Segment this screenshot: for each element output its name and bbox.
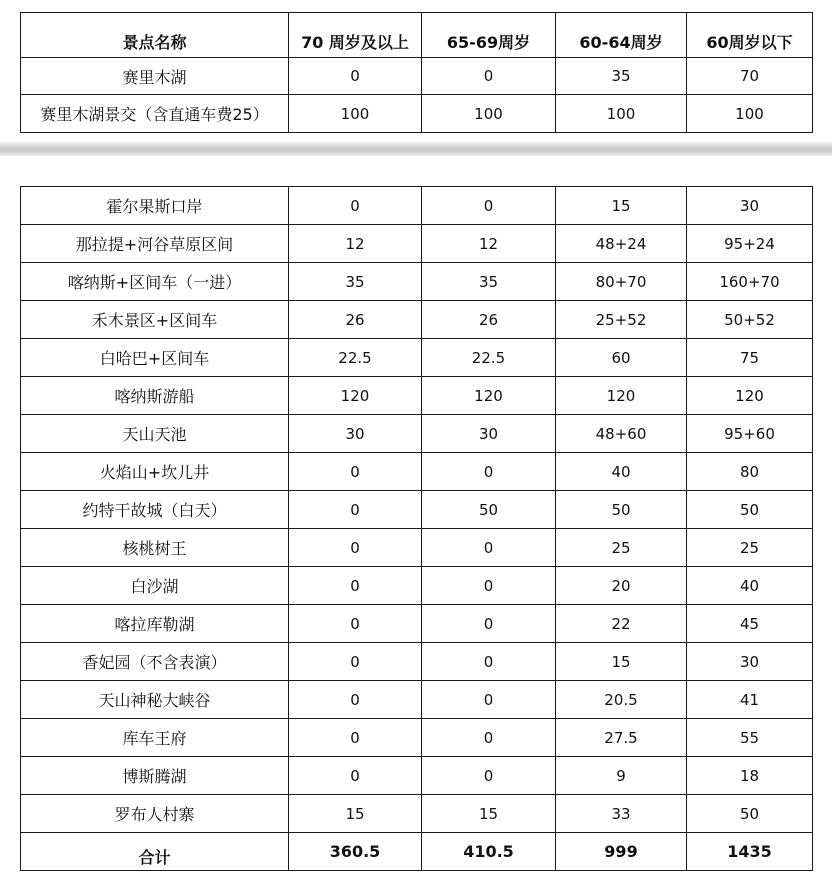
row-price-cell: 35 [289,263,422,301]
row-price-cell: 0 [422,529,556,567]
row-price-cell: 33 [556,795,687,833]
row-price-cell: 410.5 [422,833,556,871]
row-price-cell: 80+70 [556,263,687,301]
row-price-cell: 0 [289,719,422,757]
row-attraction-name: 喀拉库勒湖 [21,605,289,643]
table-row [21,681,813,719]
table-row [21,605,813,643]
row-attraction-name: 博斯腾湖 [21,757,289,795]
table-row [21,339,813,377]
header-row [21,13,813,58]
row-price-cell: 100 [422,95,556,133]
row-attraction-name: 火焰山+坎儿井 [21,453,289,491]
row-price-cell: 48+24 [556,225,687,263]
table-row [21,95,813,133]
row-price-cell: 25 [556,529,687,567]
row-price-cell: 30 [687,187,813,225]
row-attraction-name: 白沙湖 [21,567,289,605]
row-price-cell: 35 [556,58,687,95]
row-price-cell: 50 [687,795,813,833]
table-row [21,491,813,529]
row-price-cell: 0 [422,757,556,795]
row-price-cell: 9 [556,757,687,795]
table-row [21,757,813,795]
row-attraction-name: 合计 [21,833,289,871]
row-price-cell: 0 [289,643,422,681]
row-price-cell: 41 [687,681,813,719]
row-price-cell: 15 [289,795,422,833]
row-price-cell: 22.5 [422,339,556,377]
table-row [21,187,813,225]
row-price-cell: 15 [556,187,687,225]
table-row [21,643,813,681]
ticket-table-main [20,186,813,871]
row-price-cell: 26 [422,301,556,339]
row-price-cell: 50 [422,491,556,529]
row-price-cell: 95+24 [687,225,813,263]
row-price-cell: 22 [556,605,687,643]
header-age-60-64: 60-64周岁 [556,13,687,58]
table-row [21,795,813,833]
row-attraction-name: 喀纳斯游船 [21,377,289,415]
row-attraction-name: 约特干故城（白天） [21,491,289,529]
row-price-cell: 0 [289,605,422,643]
row-price-cell: 35 [422,263,556,301]
row-attraction-name: 喀纳斯+区间车（一进） [21,263,289,301]
table-row [21,719,813,757]
row-price-cell: 0 [422,605,556,643]
row-price-cell: 100 [289,95,422,133]
table-row [21,453,813,491]
row-price-cell: 0 [422,719,556,757]
row-price-cell: 120 [556,377,687,415]
ticket-table-top [20,12,813,133]
row-price-cell: 0 [422,643,556,681]
row-price-cell: 50 [556,491,687,529]
row-price-cell: 120 [289,377,422,415]
row-price-cell: 55 [687,719,813,757]
row-price-cell: 0 [289,529,422,567]
row-attraction-name: 赛里木湖景交（含直通车费25） [21,95,289,133]
row-attraction-name: 禾木景区+区间车 [21,301,289,339]
row-price-cell: 22.5 [289,339,422,377]
row-price-cell: 100 [687,95,813,133]
row-price-cell: 0 [422,681,556,719]
row-price-cell: 999 [556,833,687,871]
row-price-cell: 12 [422,225,556,263]
row-attraction-name: 霍尔果斯口岸 [21,187,289,225]
row-attraction-name: 罗布人村寨 [21,795,289,833]
row-price-cell: 40 [556,453,687,491]
row-price-cell: 120 [687,377,813,415]
table-row [21,263,813,301]
row-price-cell: 50+52 [687,301,813,339]
row-price-cell: 27.5 [556,719,687,757]
table-row [21,567,813,605]
row-price-cell: 100 [556,95,687,133]
section-divider [0,142,832,156]
row-price-cell: 0 [289,187,422,225]
row-price-cell: 30 [289,415,422,453]
row-price-cell: 0 [289,567,422,605]
row-price-cell: 160+70 [687,263,813,301]
row-price-cell: 120 [422,377,556,415]
total-row [21,833,813,871]
row-price-cell: 0 [422,567,556,605]
row-price-cell: 0 [289,453,422,491]
row-price-cell: 15 [422,795,556,833]
row-price-cell: 0 [289,491,422,529]
row-attraction-name: 赛里木湖 [21,58,289,95]
row-attraction-name: 白哈巴+区间车 [21,339,289,377]
row-price-cell: 40 [687,567,813,605]
row-price-cell: 25+52 [556,301,687,339]
row-price-cell: 45 [687,605,813,643]
row-price-cell: 60 [556,339,687,377]
row-price-cell: 50 [687,491,813,529]
row-price-cell: 95+60 [687,415,813,453]
header-age-70-plus: 70 周岁及以上 [289,13,422,58]
header-attraction-name: 景点名称 [21,13,289,58]
table-row [21,225,813,263]
row-price-cell: 360.5 [289,833,422,871]
row-price-cell: 25 [687,529,813,567]
table-row [21,58,813,95]
row-price-cell: 18 [687,757,813,795]
row-price-cell: 70 [687,58,813,95]
row-price-cell: 0 [289,58,422,95]
row-price-cell: 0 [289,757,422,795]
row-price-cell: 26 [289,301,422,339]
header-age-under-60: 60周岁以下 [687,13,813,58]
row-price-cell: 48+60 [556,415,687,453]
row-price-cell: 1435 [687,833,813,871]
row-attraction-name: 天山神秘大峡谷 [21,681,289,719]
row-attraction-name: 那拉提+河谷草原区间 [21,225,289,263]
header-age-65-69: 65-69周岁 [422,13,556,58]
row-price-cell: 0 [422,58,556,95]
row-attraction-name: 核桃树王 [21,529,289,567]
table-row [21,301,813,339]
row-price-cell: 0 [422,187,556,225]
row-attraction-name: 香妃园（不含表演） [21,643,289,681]
row-price-cell: 30 [687,643,813,681]
row-price-cell: 30 [422,415,556,453]
row-attraction-name: 库车王府 [21,719,289,757]
row-price-cell: 0 [289,681,422,719]
row-price-cell: 15 [556,643,687,681]
row-price-cell: 20 [556,567,687,605]
row-price-cell: 75 [687,339,813,377]
row-attraction-name: 天山天池 [21,415,289,453]
row-price-cell: 0 [422,453,556,491]
row-price-cell: 80 [687,453,813,491]
table-row [21,377,813,415]
row-price-cell: 12 [289,225,422,263]
table-row [21,415,813,453]
table-row [21,529,813,567]
row-price-cell: 20.5 [556,681,687,719]
